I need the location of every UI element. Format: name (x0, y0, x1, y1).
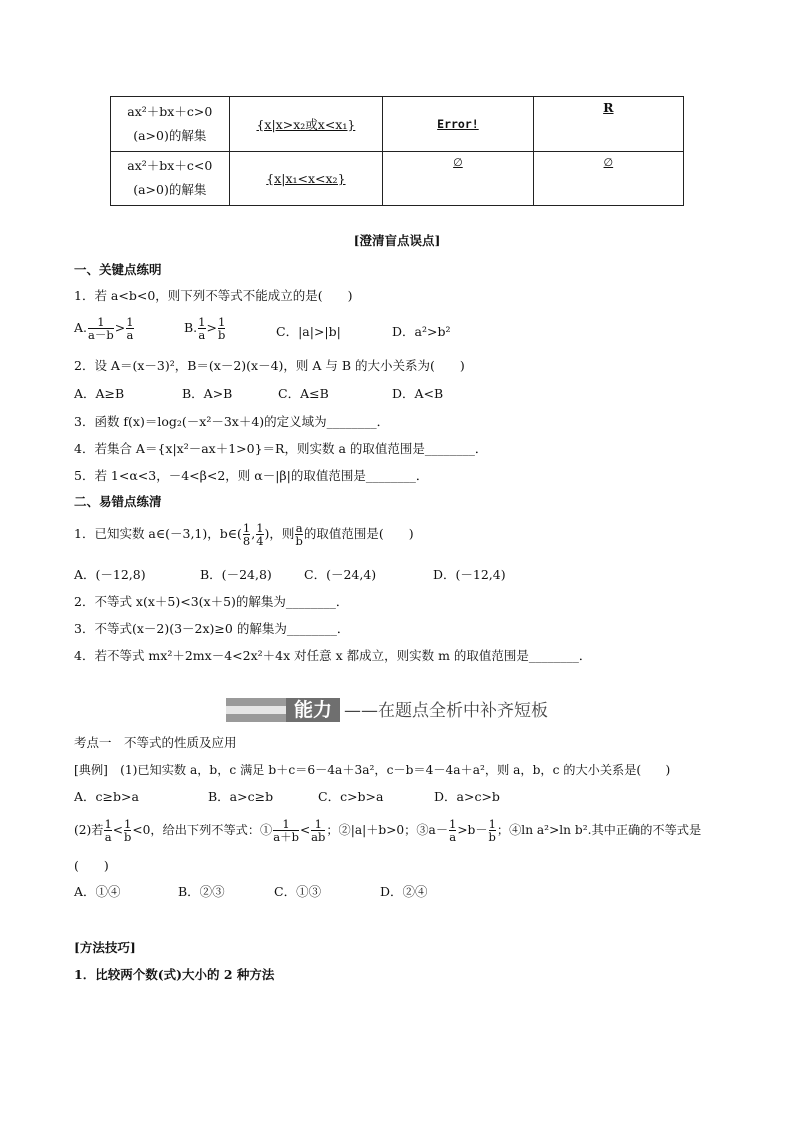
fraction (489, 818, 496, 843)
frac-num: 1 (449, 817, 457, 831)
frac-num: 1 (242, 521, 251, 535)
fraction (449, 818, 456, 843)
s1-q1-optB (184, 316, 226, 341)
frac-den: 8 (242, 534, 251, 548)
text: ；②|a|＋b>0；③a－ (326, 823, 449, 837)
fraction (273, 818, 299, 843)
s1-q1-optA (74, 316, 135, 341)
s2-q1-optA: A．(－12,8) (74, 567, 146, 582)
s1-q1-optB-prefix: B. (184, 320, 198, 335)
frac-den: a (198, 328, 206, 342)
ex2-optC: C．①③ (274, 884, 322, 899)
relation: > (206, 320, 217, 335)
row2-set: {x|x₁<x<x₂} (266, 170, 346, 186)
table-cell-col4 (533, 151, 683, 206)
relation: > (114, 320, 126, 335)
s2-q1-optD: D．(－12,4) (433, 567, 506, 582)
s1-q4: 4．若集合 A＝{x|x²－ax＋1>0}＝R，则实数 a 的取值范围是________． (74, 441, 488, 456)
s2-q1-optC: C．(－24,4) (304, 567, 377, 582)
s1-q1-optC: C．|a|>|b| (276, 324, 341, 339)
table-cell-col3 (383, 97, 533, 152)
row1-label1: ax²＋bx＋c>0 (127, 103, 213, 119)
ex2-optB: B．②③ (178, 884, 225, 899)
frac-den: b (295, 534, 303, 548)
s2-q3: 3．不等式(x－2)(3－2x)≥0 的解集为________． (74, 621, 350, 636)
fraction (124, 818, 131, 843)
text: <0，给出下列不等式：① (132, 823, 273, 837)
row2-label2: (a>0)的解集 (133, 182, 207, 198)
relation: < (299, 823, 311, 837)
frac-num: 1 (282, 817, 290, 831)
text: 1．已知实数 a∈(－3,1)，b∈( (74, 526, 242, 541)
row1-set: {x|x>x₂或x<x₁} (256, 116, 356, 132)
table-cell-col4 (533, 97, 683, 152)
row2-col4: ∅ (603, 155, 614, 169)
frac-den: b (217, 328, 226, 342)
table-cell-set (229, 151, 383, 206)
fraction (88, 316, 114, 341)
s1-q5: 5．若 1<α<3，－4<β<2，则 α－|β|的取值范围是________． (74, 468, 429, 483)
fraction (311, 818, 325, 843)
s1-q1-stem: 1．若 a<b<0，则下列不等式不能成立的是( ) (74, 288, 353, 303)
s1-q2-optB: B．A>B (182, 386, 233, 401)
text: ；④ln a²>ln b².其中正确的不等式是 (496, 823, 702, 837)
text: )，则 (264, 526, 295, 541)
text: (2)若 (74, 823, 104, 837)
table-cell-set (229, 97, 383, 152)
s1-q3: 3．函数 f(x)＝log₂(－x²－3x＋4)的定义域为________． (74, 414, 390, 429)
s1-q2-optC: C．A≤B (278, 386, 329, 401)
frac-den: a (449, 830, 457, 844)
ex1-optA: A．c≥b>a (74, 789, 139, 804)
row1-col4: R (603, 100, 614, 115)
frac-num: 1 (198, 315, 206, 329)
ex1-optD: D．a>c>b (434, 789, 500, 804)
fraction (295, 522, 302, 547)
text: 的取值范围是( ) (303, 526, 414, 541)
table-cell-col3 (383, 151, 533, 206)
ex2-paren: ( ) (74, 858, 109, 873)
relation: < (112, 823, 123, 837)
s1-q2-optD: D．A<B (392, 386, 444, 401)
fraction (104, 818, 111, 843)
s2-q2: 2．不等式 x(x＋5)<3(x＋5)的解集为________． (74, 594, 349, 609)
s1-q1-optA-prefix: A. (74, 320, 88, 335)
frac-num: a (295, 521, 303, 535)
section2-title: 二、易错点练清 (74, 494, 162, 509)
ex2-stem (74, 818, 701, 843)
table-cell-label (111, 151, 230, 206)
frac-num: 1 (126, 315, 134, 329)
fraction (256, 522, 263, 547)
solution-set-table (110, 96, 684, 206)
banner-bar-highlight (226, 706, 286, 714)
frac-den: b (124, 830, 132, 844)
fraction (218, 316, 225, 341)
fraction (243, 522, 250, 547)
ex1-optC: C．c>b>a (318, 789, 384, 804)
ex2-optA: A．①④ (74, 884, 121, 899)
s1-q2-stem: 2．设 A＝(x－3)²，B＝(x－2)(x－4)，则 A 与 B 的大小关系为( ) (74, 358, 465, 373)
row2-label1: ax²＋bx＋c<0 (127, 158, 213, 174)
text: >b－ (457, 823, 488, 837)
frac-den: b (488, 830, 496, 844)
fraction (126, 316, 133, 341)
frac-num: 1 (124, 817, 132, 831)
row1-col3: Error! (437, 117, 479, 132)
frac-den: a (104, 830, 112, 844)
frac-num: 1 (97, 315, 105, 329)
frac-den: 4 (256, 534, 264, 548)
frac-den: ab (311, 830, 326, 844)
s1-q1-optD: D．a²>b² (392, 324, 451, 339)
frac-den: a－b (88, 328, 114, 342)
fraction (198, 316, 205, 341)
banner-subtitle: ——在题点全析中补齐短板 (344, 701, 548, 721)
table-row (111, 97, 684, 152)
banner-tag: 能力 (286, 698, 340, 722)
ex1-optB: B．a>c≥b (208, 789, 274, 804)
section1-title: 一、关键点练明 (74, 262, 162, 277)
s2-q1-stem (74, 522, 414, 547)
frac-den: a＋b (273, 830, 299, 844)
table-row (111, 151, 684, 206)
method-title: [方法技巧] (74, 940, 136, 955)
clarify-title: [澄清盲点误点] (353, 233, 441, 248)
text: , (251, 526, 256, 541)
s1-q2-optA: A．A≥B (74, 386, 125, 401)
frac-den: a (126, 328, 134, 342)
ex1-stem: [典例] (1)已知实数 a，b，c 满足 b＋c＝6－4a＋3a²，c－b＝4－4a＋a²，则 a，b，c 的大小关系是( ) (74, 763, 671, 777)
frac-num: 1 (218, 315, 226, 329)
row1-label2: (a>0)的解集 (133, 127, 207, 143)
s2-q1-optB: B．(－24,8) (200, 567, 272, 582)
frac-num: 1 (314, 817, 322, 831)
frac-num: 1 (488, 817, 496, 831)
frac-num: 1 (104, 817, 112, 831)
row2-col3: ∅ (453, 155, 463, 169)
method-item1: 1．比较两个数(式)大小的 2 种方法 (74, 967, 275, 982)
s2-q4: 4．若不等式 mx²＋2mx－4<2x²＋4x 对任意 x 都成立，则实数 m 的取值范围是________． (74, 648, 592, 663)
topic1-title: 考点一 不等式的性质及应用 (74, 735, 237, 750)
frac-num: 1 (256, 521, 264, 535)
ex2-optD: D．②④ (380, 884, 428, 899)
table-cell-label (111, 97, 230, 152)
